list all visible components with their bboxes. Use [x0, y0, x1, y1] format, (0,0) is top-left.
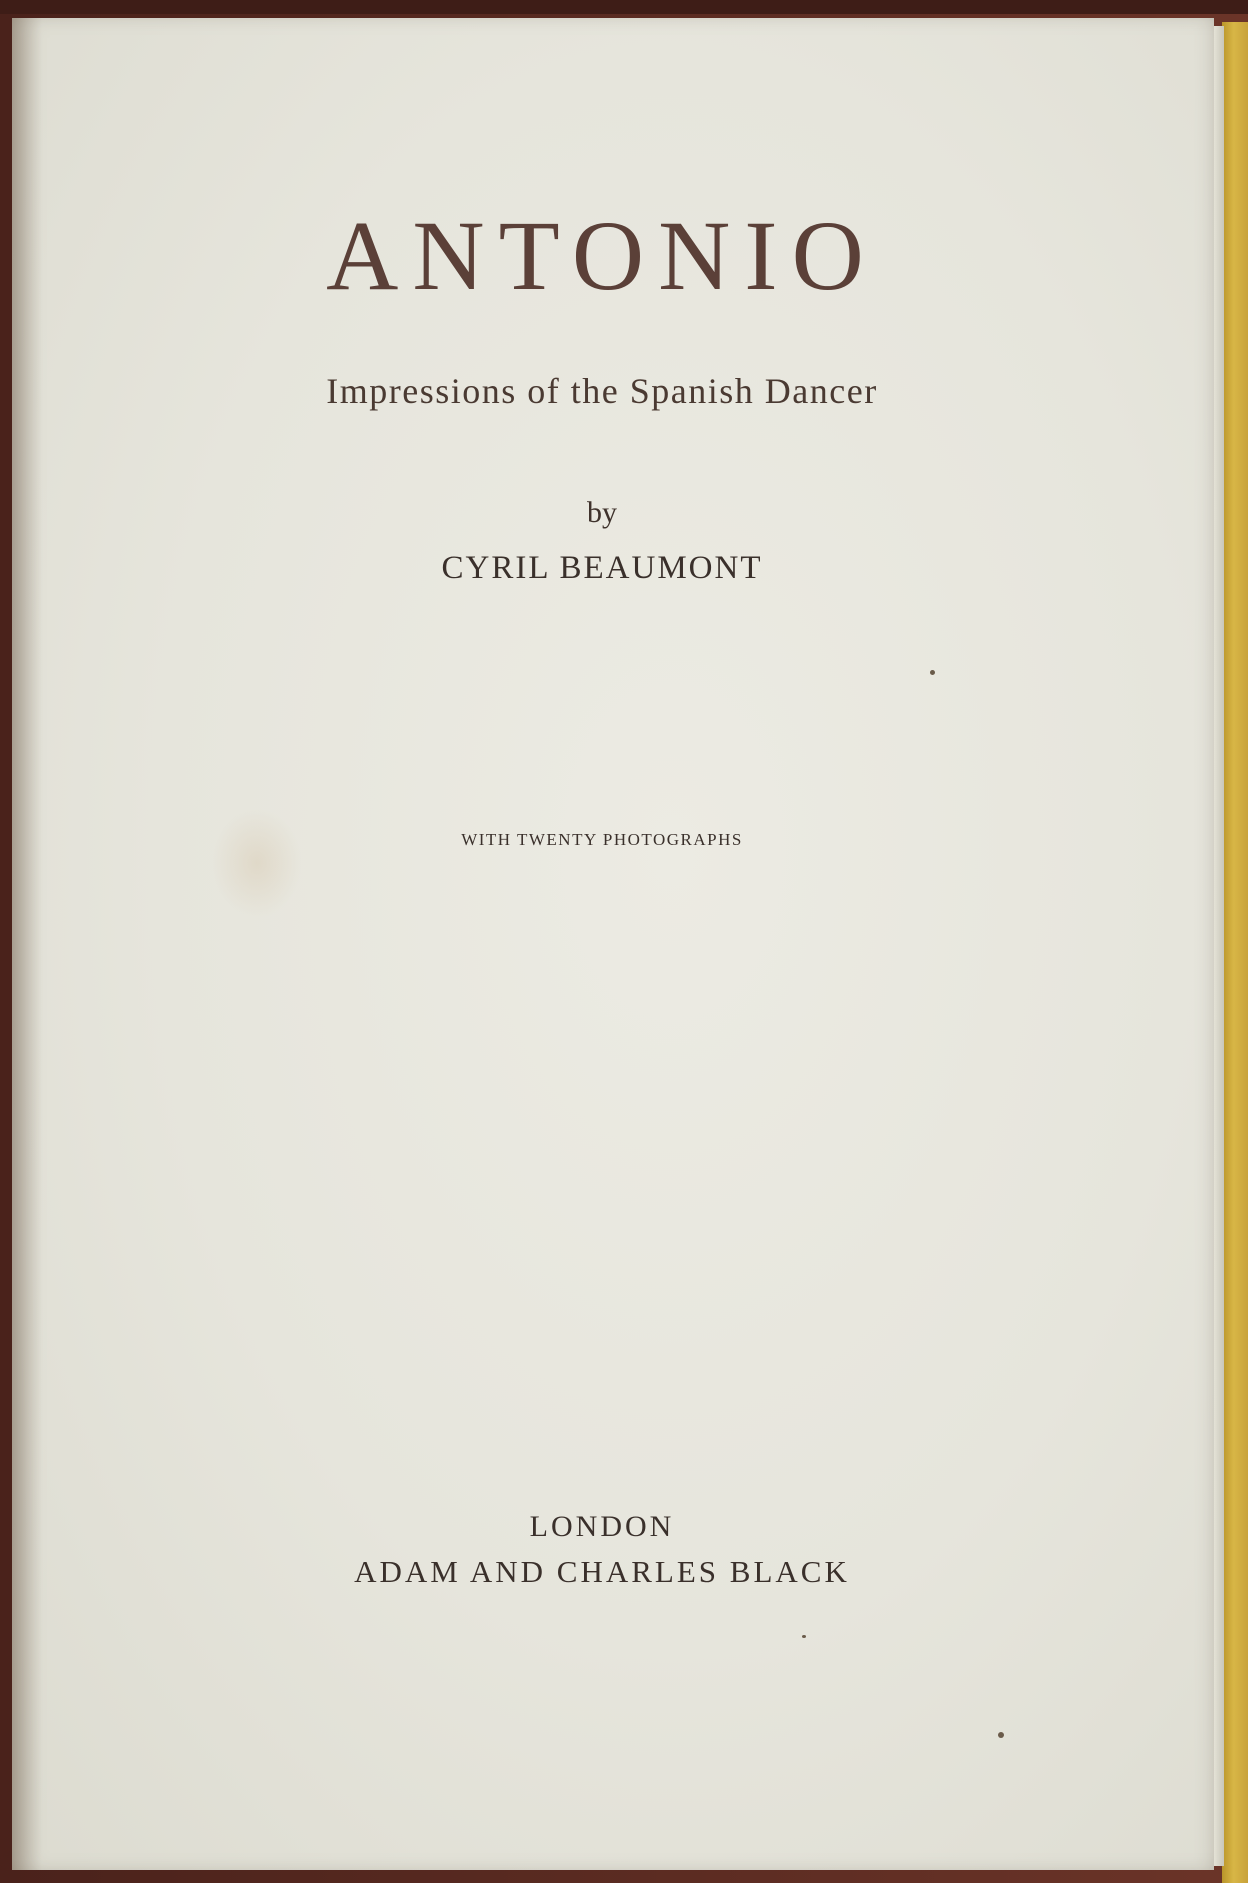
illustrations-note: WITH TWENTY PHOTOGRAPHS	[461, 830, 743, 849]
by-line: by	[587, 496, 617, 529]
book-subtitle: Impressions of the Spanish Dancer	[326, 371, 878, 411]
publisher-name: ADAM AND CHARLES BLACK	[354, 1554, 850, 1589]
title-page	[12, 18, 1214, 1870]
paper-speck	[998, 1732, 1004, 1738]
cover-edge	[0, 0, 1248, 14]
page-edges	[1214, 26, 1224, 1866]
paper-speck	[930, 670, 935, 675]
paper-speck	[802, 1635, 806, 1638]
foxing-stain	[212, 808, 302, 918]
book-title: ANTONIO	[326, 200, 878, 311]
author-name: CYRIL BEAUMONT	[441, 550, 763, 586]
imprint-place: LONDON	[529, 1510, 675, 1543]
endpaper-strip	[1222, 22, 1248, 1883]
